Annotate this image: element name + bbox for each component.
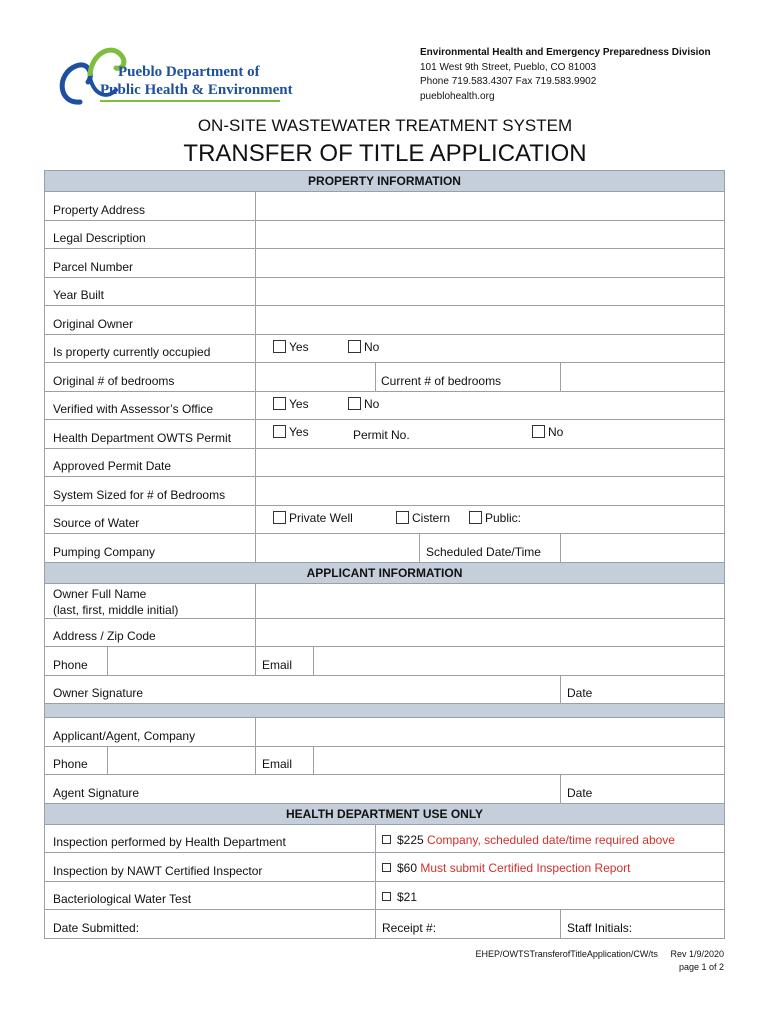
owner-email-field[interactable] bbox=[314, 647, 724, 675]
public-checkbox[interactable] bbox=[469, 511, 482, 524]
fee-21-label: $21 bbox=[397, 889, 418, 904]
logo-text-line2: Public Health & Environment bbox=[100, 82, 293, 98]
agent-contact-row bbox=[44, 746, 725, 775]
verified-yes-label: Yes bbox=[289, 396, 309, 411]
owts-permit-label: Health Department OWTS Permit bbox=[53, 430, 232, 445]
year-built-field[interactable] bbox=[256, 278, 724, 306]
verified-label: Verified with Assessor’s Office bbox=[53, 402, 214, 416]
current-bedrooms-field[interactable] bbox=[561, 363, 724, 391]
owner-contact-row bbox=[44, 646, 725, 675]
fee-60-label: $60 bbox=[397, 861, 418, 875]
health-section-header: HEALTH DEPARTMENT USE ONLY bbox=[44, 803, 725, 824]
fee-225-checkbox[interactable] bbox=[382, 835, 391, 844]
verified-no-label: No bbox=[364, 396, 380, 411]
occupied-row bbox=[44, 334, 725, 363]
form-supertitle: ON-SITE WASTEWATER TREATMENT SYSTEM bbox=[197, 116, 573, 135]
year-built-label: Year Built bbox=[53, 288, 104, 302]
agent-date-label: Date bbox=[567, 785, 593, 800]
occupied-no-label: No bbox=[364, 339, 380, 354]
pumping-company-field[interactable] bbox=[256, 534, 419, 562]
owner-signature-row bbox=[44, 675, 725, 704]
applicant-spacer bbox=[44, 703, 725, 717]
application-form bbox=[44, 170, 725, 939]
pumping-company-label: Pumping Company bbox=[53, 544, 156, 559]
system-sized-row bbox=[44, 476, 725, 505]
water-source-row bbox=[44, 505, 725, 534]
cistern-checkbox[interactable] bbox=[396, 511, 409, 524]
agent-phone-field[interactable] bbox=[108, 747, 255, 775]
system-sized-field[interactable] bbox=[256, 477, 724, 505]
agent-company-row bbox=[44, 717, 725, 746]
approved-date-label: Approved Permit Date bbox=[53, 459, 172, 473]
property-address-field[interactable] bbox=[256, 192, 724, 220]
parcel-number-row bbox=[44, 248, 725, 277]
verified-row bbox=[44, 391, 725, 420]
owner-signature-field[interactable] bbox=[155, 676, 560, 704]
occupied-yes-checkbox[interactable] bbox=[273, 340, 286, 353]
page-number: page 1 of 2 bbox=[678, 962, 724, 972]
submission-row bbox=[44, 909, 725, 938]
scheduled-date-field[interactable] bbox=[561, 534, 724, 562]
permit-number-field[interactable] bbox=[417, 420, 527, 448]
property-section-header: PROPERTY INFORMATION bbox=[44, 170, 725, 191]
parcel-number-label: Parcel Number bbox=[53, 259, 134, 274]
logo-text-line1: Pueblo Department of bbox=[118, 64, 260, 80]
fee-21-checkbox[interactable] bbox=[382, 892, 391, 901]
fee-225-note: Company, scheduled date/time required above bbox=[427, 832, 675, 847]
fee-225-label: $225 bbox=[397, 832, 424, 847]
fee-60-note: Must submit Certified Inspection Report bbox=[420, 861, 631, 875]
agent-phone-label: Phone bbox=[53, 757, 88, 771]
parcel-number-field[interactable] bbox=[256, 249, 724, 277]
contact-block bbox=[420, 46, 711, 104]
agent-signature-label: Agent Signature bbox=[53, 785, 140, 800]
original-owner-label: Original Owner bbox=[53, 316, 134, 331]
system-sized-label: System Sized for # of Bedrooms bbox=[53, 487, 226, 502]
original-bedrooms-label: Original # of bedrooms bbox=[53, 373, 175, 388]
water-source-label: Source of Water bbox=[53, 516, 140, 530]
owner-address-label: Address / Zip Code bbox=[53, 629, 156, 643]
property-address-label: Property Address bbox=[53, 202, 146, 217]
form-title: TRANSFER OF TITLE APPLICATION bbox=[183, 140, 587, 167]
owner-phone-field[interactable] bbox=[108, 647, 255, 675]
owner-date-label: Date bbox=[567, 686, 593, 700]
owner-phone-label: Phone bbox=[53, 657, 88, 672]
verified-yes-checkbox[interactable] bbox=[273, 397, 286, 410]
approved-date-field[interactable] bbox=[256, 449, 724, 477]
logo-underline bbox=[100, 100, 280, 102]
phone-fax-text: Phone 719.583.4307 Fax 719.583.9902 bbox=[420, 76, 597, 87]
bacteriological-label: Bacteriological Water Test bbox=[53, 892, 192, 906]
original-owner-field[interactable] bbox=[256, 306, 724, 334]
occupied-label: Is property currently occupied bbox=[53, 345, 211, 359]
agent-company-label: Applicant/Agent, Company bbox=[53, 728, 196, 743]
agent-signature-row bbox=[44, 774, 725, 803]
owts-permit-row bbox=[44, 419, 725, 448]
owner-address-row bbox=[44, 618, 725, 647]
document-code: EHEP/OWTSTransferofTitleApplication/CW/ts bbox=[475, 949, 658, 959]
health-inspection-row bbox=[44, 824, 725, 853]
original-owner-row bbox=[44, 305, 725, 334]
owner-email-label: Email bbox=[262, 657, 293, 672]
address-text: 101 West 9th Street, Pueblo, CO 81003 bbox=[420, 61, 597, 73]
staff-initials-label: Staff Initials: bbox=[567, 920, 633, 935]
permit-yes-label: Yes bbox=[289, 425, 309, 439]
owner-name-hint: (last, first, middle initial) bbox=[53, 602, 179, 617]
occupied-no-checkbox[interactable] bbox=[348, 340, 361, 353]
agent-email-label: Email bbox=[262, 757, 293, 771]
applicant-section-header: APPLICANT INFORMATION bbox=[44, 562, 725, 583]
owner-name-field[interactable] bbox=[256, 584, 724, 618]
permit-yes-checkbox[interactable] bbox=[273, 425, 286, 438]
website-text: pueblohealth.org bbox=[420, 90, 495, 102]
page-footer bbox=[476, 948, 724, 974]
approved-date-row bbox=[44, 448, 725, 477]
owner-name-row bbox=[44, 583, 725, 618]
permit-no-label: Permit No. bbox=[353, 428, 410, 442]
permit-no-option-label: No bbox=[548, 425, 564, 439]
private-well-checkbox[interactable] bbox=[273, 511, 286, 524]
agent-signature-field[interactable] bbox=[155, 775, 560, 803]
date-submitted-label: Date Submitted: bbox=[53, 920, 140, 935]
legal-description-field[interactable] bbox=[256, 221, 724, 249]
health-inspection-label: Inspection performed by Health Department bbox=[53, 835, 286, 849]
property-address-row bbox=[44, 191, 725, 220]
year-built-row bbox=[44, 277, 725, 306]
agent-email-field[interactable] bbox=[314, 747, 724, 775]
occupied-yes-label: Yes bbox=[289, 339, 309, 354]
fee-60-checkbox[interactable] bbox=[382, 863, 391, 872]
owner-address-field[interactable] bbox=[256, 619, 724, 647]
nawt-inspection-row bbox=[44, 852, 725, 881]
current-bedrooms-label: Current # of bedrooms bbox=[381, 373, 502, 388]
bedrooms-row bbox=[44, 362, 725, 391]
owner-signature-label: Owner Signature bbox=[53, 686, 144, 700]
permit-no-checkbox[interactable] bbox=[532, 425, 545, 438]
division-name: Environmental Health and Emergency Preparedness Division bbox=[420, 47, 711, 58]
legal-description-label: Legal Description bbox=[53, 231, 146, 245]
revision-date: Rev 1/9/2020 bbox=[670, 949, 724, 959]
agent-company-field[interactable] bbox=[256, 718, 724, 746]
verified-no-checkbox[interactable] bbox=[348, 397, 361, 410]
pumping-company-row bbox=[44, 533, 725, 562]
owner-name-label: Owner Full Name bbox=[53, 586, 147, 601]
receipt-label: Receipt #: bbox=[382, 920, 437, 935]
scheduled-date-label: Scheduled Date/Time bbox=[426, 544, 541, 559]
original-bedrooms-field[interactable] bbox=[256, 363, 375, 391]
bacteriological-row bbox=[44, 881, 725, 910]
public-label: Public: bbox=[485, 510, 522, 525]
legal-description-row bbox=[44, 220, 725, 249]
private-well-label: Private Well bbox=[289, 510, 353, 525]
nawt-inspection-label: Inspection by NAWT Certified Inspector bbox=[53, 863, 263, 878]
cistern-label: Cistern bbox=[412, 510, 451, 525]
